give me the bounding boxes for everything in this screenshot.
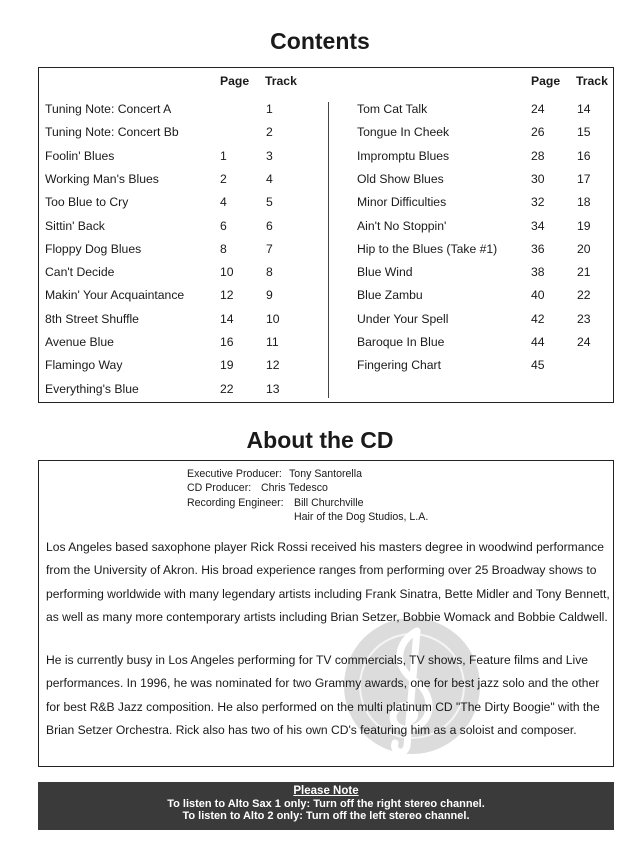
toc-page: 45 [531, 358, 545, 373]
toc-track: 5 [266, 195, 273, 210]
about-title: About the CD [246, 427, 394, 453]
toc-page: 26 [531, 125, 545, 140]
toc-title: Hip to the Blues (Take #1) [357, 241, 498, 256]
toc-page: 44 [531, 335, 545, 349]
toc-track: 7 [266, 241, 273, 256]
page-header: Page [531, 74, 561, 88]
toc-track: 15 [577, 125, 591, 140]
page-header: Page [220, 74, 250, 88]
toc-page: 40 [531, 288, 545, 303]
toc-page: 36 [531, 241, 545, 256]
toc-title: Ain't No Stoppin' [357, 218, 447, 233]
please-note-box [38, 782, 614, 830]
toc-track: 19 [577, 218, 591, 233]
toc-title: Working Man's Blues [45, 171, 159, 186]
toc-track: 16 [577, 148, 591, 163]
toc-page: 8 [220, 241, 227, 256]
toc-title: Can't Decide [45, 265, 115, 280]
toc-title: Tom Cat Talk [357, 102, 428, 116]
toc-page: 1 [220, 148, 227, 163]
bio-paragraph-2: He is currently busy in Los Angeles performing for TV commercials, TV shows, Feature films and Live performances. In 1996, he was nominated for two Grammy awards, one for best jazz solo and the other for best R&B Jazz composition. He also performed on the multi platinum CD "The Dirty Boogie" with the Brian Setzer Orchestra. Rick also has two of his own CD's featuring him as a soloist and composer. [46, 653, 600, 737]
toc-page: 2 [220, 171, 227, 186]
toc-title: Old Show Blues [357, 171, 444, 186]
toc-page: 6 [220, 218, 227, 233]
toc-title: Blue Zambu [357, 288, 423, 303]
contents-table [38, 67, 614, 403]
toc-title: Baroque In Blue [357, 335, 445, 349]
toc-page: 24 [531, 102, 545, 116]
toc-track: 2 [266, 125, 273, 140]
toc-page: 34 [531, 218, 545, 233]
toc-title: Foolin' Blues [45, 148, 115, 163]
note-line-2: To listen to Alto 2 only: Turn off the left stereo channel. [182, 810, 470, 822]
toc-page: 16 [220, 335, 234, 349]
toc-page: 28 [531, 148, 545, 163]
toc-title: Floppy Dog Blues [45, 241, 142, 256]
toc-page: 42 [531, 311, 545, 326]
toc-page: 30 [531, 171, 545, 186]
toc-track: 10 [266, 311, 280, 326]
toc-track: 14 [577, 102, 591, 116]
toc-page: 10 [220, 265, 234, 280]
toc-title: Flamingo Way [45, 358, 123, 373]
toc-page: 19 [220, 358, 234, 373]
toc-title: Minor Difficulties [357, 195, 447, 210]
toc-track: 11 [266, 335, 279, 349]
toc-track: 6 [266, 218, 273, 233]
toc-track: 4 [266, 171, 273, 186]
track-header: Track [265, 74, 297, 88]
toc-title: Everything's Blue [45, 381, 139, 396]
toc-title: 8th Street Shuffle [45, 311, 139, 326]
toc-track: 13 [266, 381, 280, 396]
toc-track: 9 [266, 288, 273, 303]
toc-track: 12 [266, 358, 280, 373]
toc-title: Makin' Your Acquaintance [45, 288, 185, 303]
toc-page: 38 [531, 265, 545, 280]
toc-track: 23 [577, 311, 591, 326]
toc-title: Blue Wind [357, 265, 413, 280]
about-box: Executive Producer: Tony Santorella CD Producer: Chris Tedesco Recording Engineer: Bill Churchville Hair of the Dog Studios, L.A. Los Angeles based saxophone player Rick Rossi received his masters degree in woodwind performance from the University of Akron. His broad experience ranges from performing over 25 Broadway shows to performing worldwide with many legendary artists including Frank Sinatra, Bette Midler and Tony Bennett, as well as many more contemporary artists including Brian Setzer, Bobbie Womack and Bobbie Caldwell. He is currently busy in Los Angeles performing for TV commercials, TV shows, Feature films and Live performances. In 1996, he was nominated for two Grammy awards, one for best jazz solo and the other for best R&B Jazz composition. He also performed on the multi platinum CD "The Dirty Boogie" with the Brian Setzer Orchestra. Rick also has two of his own CD's featuring him as a soloist and composer. [38, 460, 614, 767]
toc-title: Tuning Note: Concert Bb [45, 125, 179, 140]
toc-page: 22 [220, 381, 234, 396]
column-divider [328, 102, 329, 398]
toc-title: Too Blue to Cry [45, 195, 129, 210]
toc-track: 8 [266, 265, 273, 280]
contents-title: Contents [270, 28, 370, 54]
toc-track: 20 [577, 241, 591, 256]
track-header: Track [576, 74, 608, 88]
toc-track: 18 [577, 195, 591, 210]
note-line-1: To listen to Alto Sax 1 only: Turn off the right stereo channel. [167, 797, 485, 810]
toc-title: Impromptu Blues [357, 148, 450, 163]
bio-paragraph-1: Los Angeles based saxophone player Rick Rossi received his masters degree in woodwind performance from the University of Akron. His broad experience ranges from performing over 25 Broadway shows to performing worldwide with many legendary artists including Frank Sinatra, Bette Midler and Tony Bennett, as well as many more contemporary artists including Brian Setzer, Bobbie Womack and Bobbie Caldwell. [46, 540, 610, 624]
toc-page: 4 [220, 195, 227, 210]
toc-track: 24 [577, 335, 591, 349]
note-title: Please Note [293, 785, 359, 797]
toc-track: 22 [577, 288, 591, 303]
toc-track: 21 [577, 265, 591, 280]
toc-page: 14 [220, 311, 234, 326]
toc-title: Sittin' Back [45, 218, 105, 233]
toc-title: Tuning Note: Concert A [45, 102, 172, 116]
toc-track: 3 [266, 148, 273, 163]
toc-title: Avenue Blue [45, 335, 114, 349]
toc-title: Fingering Chart [357, 358, 441, 373]
toc-page: 12 [220, 288, 234, 303]
toc-track: 1 [266, 102, 273, 116]
toc-title: Under Your Spell [357, 311, 449, 326]
toc-title: Tongue In Cheek [357, 125, 450, 140]
toc-track: 17 [577, 171, 591, 186]
toc-page: 32 [531, 195, 545, 210]
